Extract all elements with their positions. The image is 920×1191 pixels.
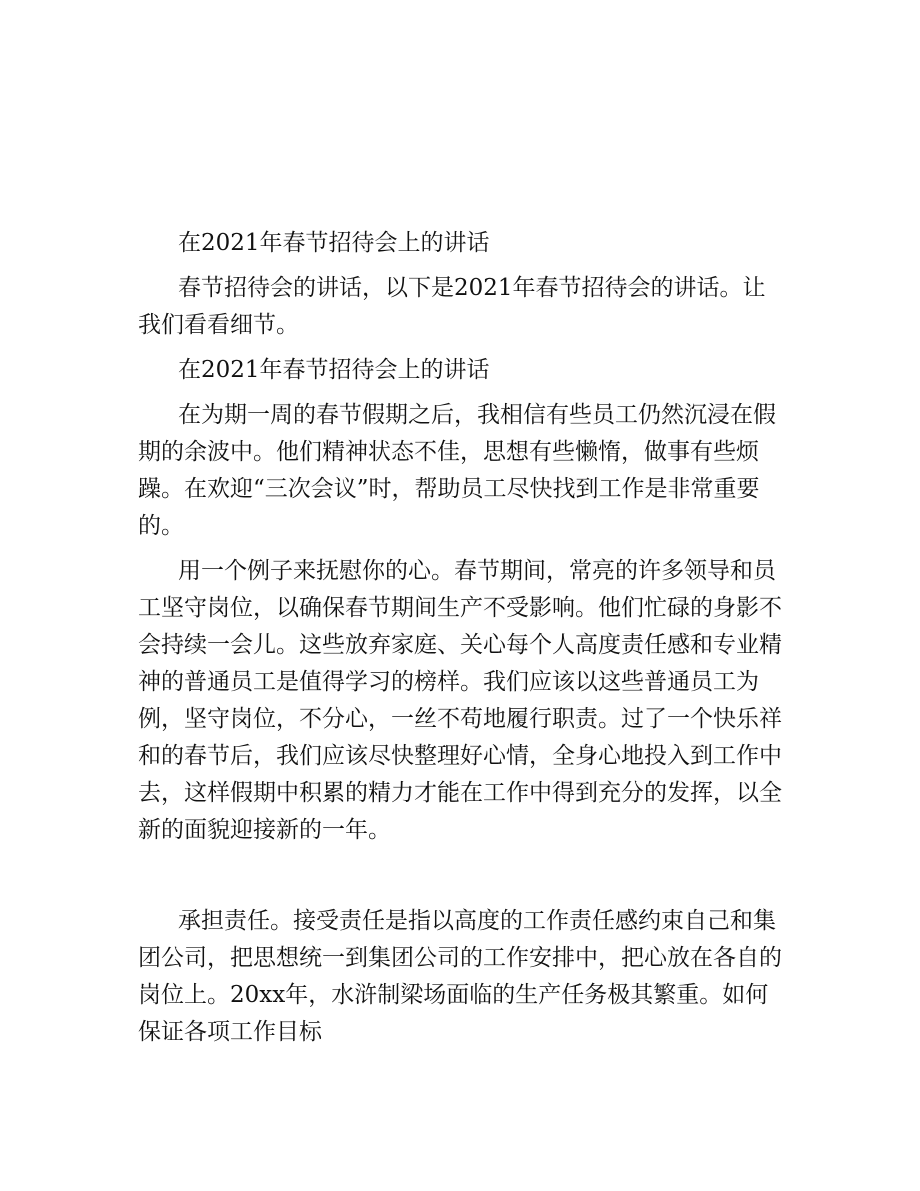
document-body [138,225,788,1059]
body-paragraph-1: 在为期一周的春节假期之后，我相信有些员工仍然沉浸在假期的余波中。他们精神状态不佳，思想有些懒惰，做事有些烦躁。在欢迎“三次会议”时，帮助员工尽快找到工作是非常重要的。 [138,402,776,539]
paragraph-gap [138,857,788,903]
document-heading: 在2021年春节招待会上的讲话 [178,230,490,256]
body-paragraph-3: 承担责任。接受责任是指以高度的工作责任感约束自己和集团公司，把思想统一到集团公司的工作安排中，把心放在各自的岗位上。20xx年，水浒制梁场面临的生产任务极其繁重。如何保证各项工作目标 [138,908,782,1045]
document-subheading: 在2021年春节招待会上的讲话 [178,357,490,383]
intro-paragraph: 春节招待会的讲话，以下是2021年春节招待会的讲话。让我们看看细节。 [138,275,766,338]
body-paragraph-2: 用一个例子来抚慰你的心。春节期间，常亮的许多领导和员工坚守岗位，以确保春节期间生产不受影响。他们忙碌的身影不会持续一会儿。这些放弃家庭、关心每个人高度责任感和专业精神的普通员工是值得学习的榜样。我们应该以这些普通员工为例，坚守岗位，不分心，一丝不苟地履行职责。过了一个快乐祥和的春节后，我们应该尽快整理好心情，全身心地投入到工作中去，这样假期中积累的精力才能在工作中得到充分的发挥，以全新的面貌迎接新的一年。 [138,558,782,843]
